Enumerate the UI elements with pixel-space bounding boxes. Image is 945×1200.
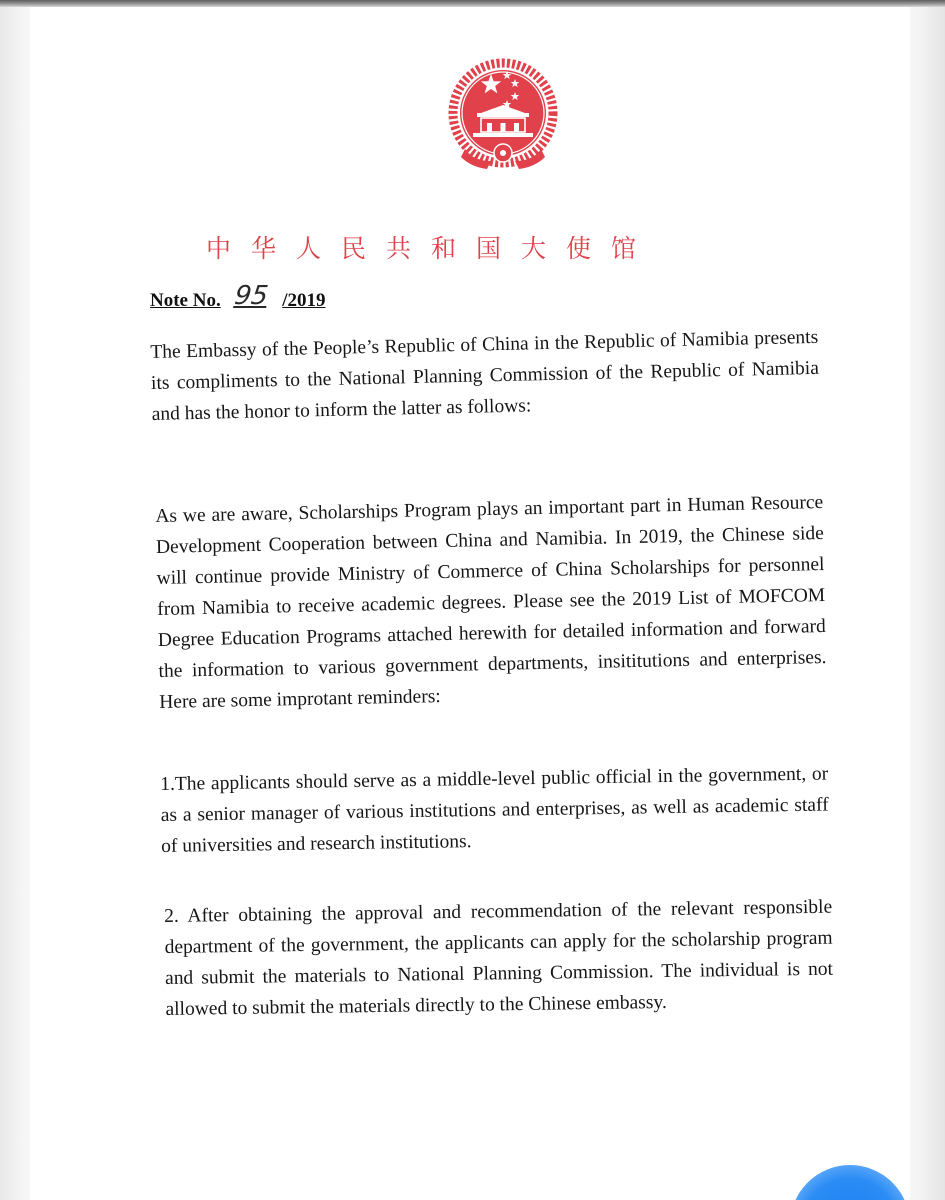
paragraph-reminder-2: 2. After obtaining the approval and recommendation of the relevant responsible department of the government, the applicants can apply for the scholarship program and submit the materials to National Planning Commission. The individual is not allowed to submit the materials directly to the Chinese embassy.	[164, 896, 834, 1020]
note-prefix: Note No.	[150, 290, 221, 311]
paragraph-scholarship-program: As we are aware, Scholarships Program plays an important part in Human Resource Development Cooperation between China and Namibia. In 2019, the Chinese side will continue provide Ministry of Commerce of China Scholarships for personnel from Namibia to receive academic degrees. Please see the 2019 List of MOFCOM Degree Education Programs attached herewith for detailed information and forward the information to various government departments, insititutions and enterprises. Here are some improtant reminders:	[155, 492, 827, 713]
national-emblem-icon	[443, 57, 563, 175]
embassy-name-cn: 中华人民共和国大使馆	[206, 234, 657, 263]
paragraph-introduction: The Embassy of the People’s Republic of China in the Republic of Namibia presents its compliments to the National Planning Commission of the Republic of Namibia and has the honor to inform the latter as follows:	[150, 326, 820, 425]
handwritten-note-number: 95	[233, 281, 271, 311]
document-page	[30, 7, 910, 1200]
top-edge-shadow	[0, 0, 945, 7]
note-number-line	[150, 283, 325, 313]
note-year: /2019	[282, 290, 326, 311]
paragraph-reminder-1: 1.The applicants should serve as a middle-level public official in the government, or as a senior manager of various institutions and enterprises, as well as academic staff of universities and research institutions.	[160, 763, 829, 857]
